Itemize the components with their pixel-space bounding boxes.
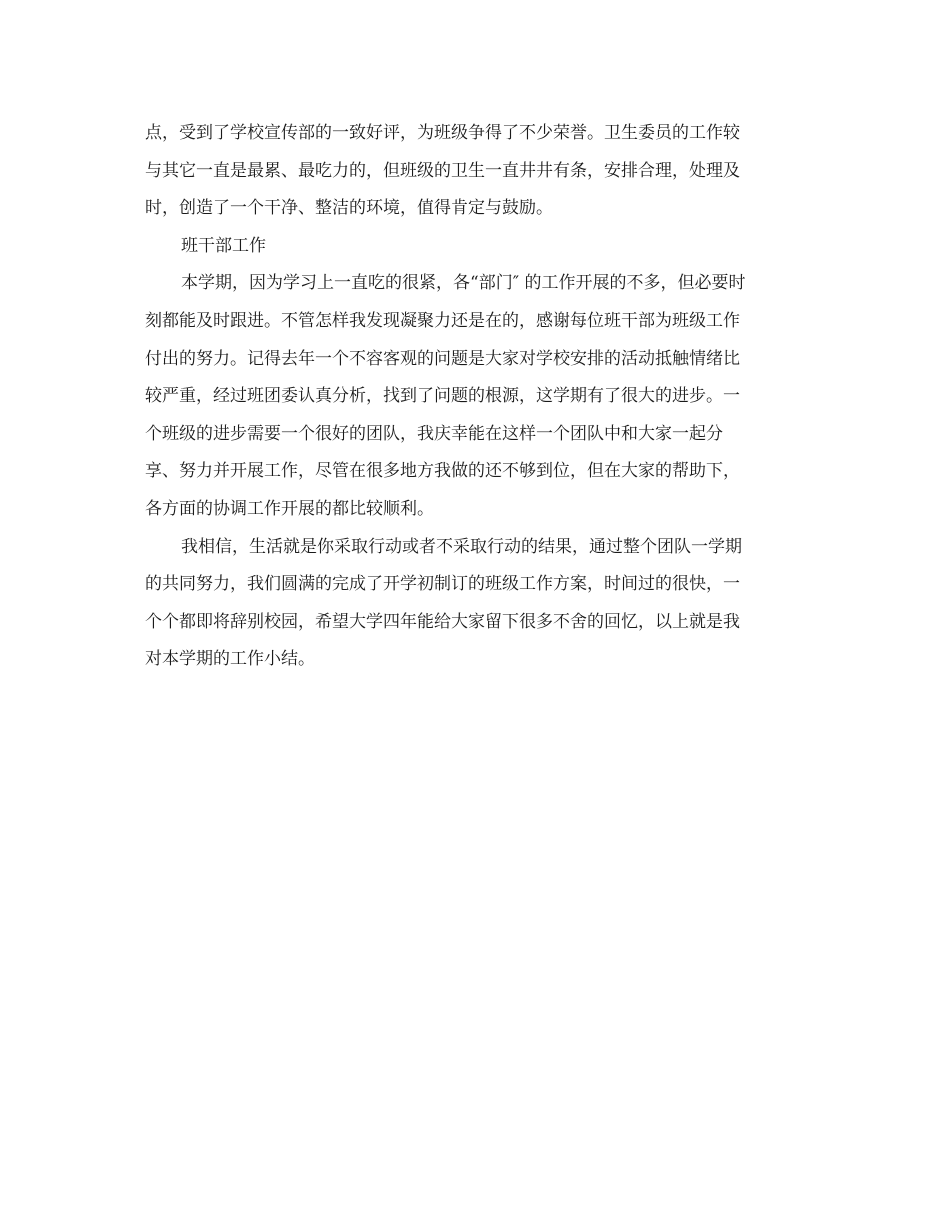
text-line: 对本学期的工作小结。 [145,649,315,670]
text-line: 与其它一直是最累、最吃力的，但班级的卫生一直井井有条，安排合理，处理及 [145,160,740,181]
document-page [145,115,805,679]
text-line: 享、努力并开展工作，尽管在很多地方我做的还不够到位，但在大家的帮助下， [145,461,740,482]
text-line: 本学期，因为学习上一直吃的很紧，各“部门″ 的工作开展的不多，但必要时 [181,273,746,294]
text-line: 我相信，生活就是你采取行动或者不采取行动的结果，通过整个团队一学期 [181,536,742,557]
text-line: 付出的努力。记得去年一个不容客观的问题是大家对学校安排的活动抵触情绪比 [145,348,740,369]
text-line: 的共同努力，我们圆满的完成了开学初制订的班级工作方案，时间过的很快，一 [145,574,740,595]
text-line: 点，受到了学校宣传部的一致好评，为班级争得了不少荣誉。卫生委员的工作较 [145,123,740,143]
section-heading: 班干部工作 [181,235,266,256]
text-line: 时，创造了一个干净、整洁的环境，值得肯定与鼓励。 [145,198,553,219]
text-line: 刻都能及时跟进。不管怎样我发现凝聚力还是在的，感谢每位班干部为班级工作 [145,310,740,331]
text-line: 各方面的协调工作开展的都比较顺利。 [145,498,434,519]
text-line: 个班级的进步需要一个很好的团队，我庆幸能在这样一个团队中和大家一起分 [145,423,723,444]
text-line: 个个都即将辞别校园，希望大学四年能给大家留下很多不舍的回忆，以上就是我 [145,611,740,632]
text-line: 较严重，经过班团委认真分析，找到了问题的根源，这学期有了很大的进步。一 [145,386,740,407]
